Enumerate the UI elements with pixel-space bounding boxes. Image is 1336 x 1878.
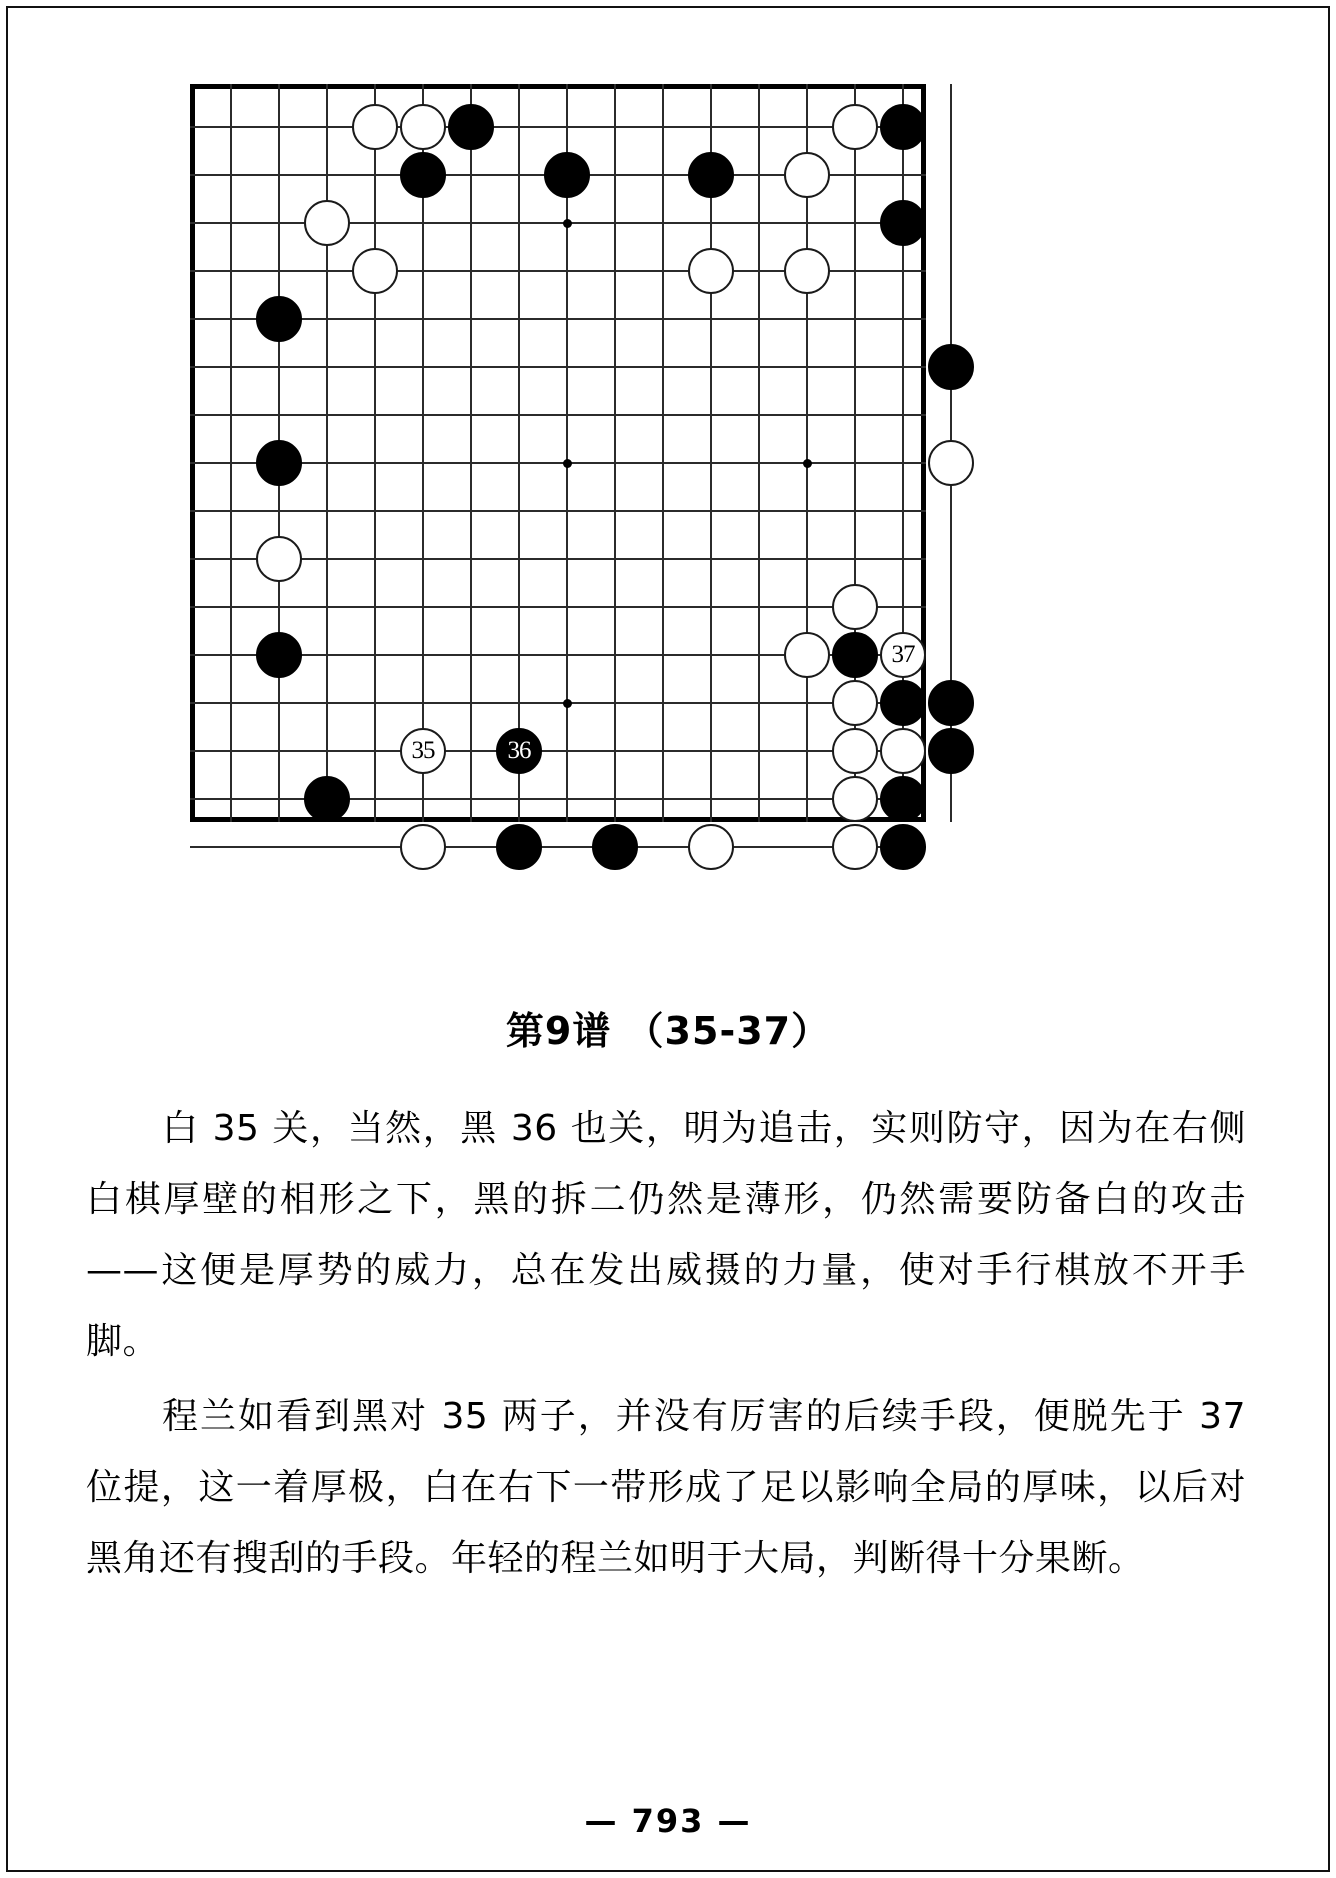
move-stone-35 — [400, 728, 446, 774]
diagram-caption: 第9谱 （35-37） — [505, 1009, 831, 1053]
stone-white — [688, 824, 734, 870]
go-board-diagram — [190, 84, 926, 822]
stone-white — [832, 104, 878, 150]
stone-black — [880, 680, 926, 726]
grid-line-vertical — [470, 84, 472, 822]
stone-black — [448, 104, 494, 150]
stone-black — [832, 632, 878, 678]
stone-black — [400, 152, 446, 198]
grid-line-horizontal — [190, 366, 926, 368]
grid-line-horizontal — [190, 510, 926, 512]
star-point — [563, 219, 572, 228]
grid-line-vertical — [758, 84, 760, 822]
stone-black — [880, 776, 926, 822]
go-board — [190, 84, 926, 822]
grid-line-vertical — [518, 84, 520, 822]
star-point — [563, 459, 572, 468]
move-number: 35 — [411, 736, 435, 764]
stone-white — [832, 680, 878, 726]
stone-white — [784, 248, 830, 294]
grid-line-horizontal — [190, 414, 926, 416]
move-stone-36 — [496, 728, 542, 774]
stone-white — [352, 104, 398, 150]
stone-black — [880, 104, 926, 150]
paragraph-1: 白 35 关，当然，黑 36 也关，明为追击，实则防守，因为在右侧白棋厚壁的相形之下，黑的拆二仍然是薄形，仍然需要防备白的攻击——这便是厚势的威力，总在发出威摄的力量，使对手行棋放不开手脚。 — [86, 1108, 1246, 1362]
grid-line-horizontal — [190, 702, 926, 704]
stone-black — [544, 152, 590, 198]
stone-white — [784, 152, 830, 198]
stone-white — [784, 632, 830, 678]
stone-white — [352, 248, 398, 294]
grid-line-vertical — [326, 84, 328, 822]
stone-black — [256, 632, 302, 678]
move-number: 37 — [891, 640, 915, 668]
stone-black — [304, 776, 350, 822]
stone-black — [592, 824, 638, 870]
move-number: 36 — [507, 736, 531, 764]
page-number: — 793 — — [584, 1802, 752, 1840]
stone-black — [880, 824, 926, 870]
stone-white — [400, 104, 446, 150]
stone-white — [832, 776, 878, 822]
grid-line-horizontal — [190, 606, 926, 608]
stone-white — [304, 200, 350, 246]
stone-white — [928, 440, 974, 486]
stone-black — [928, 680, 974, 726]
grid-line-vertical — [662, 84, 664, 822]
star-point — [803, 459, 812, 468]
stone-white — [688, 248, 734, 294]
grid-line-vertical — [230, 84, 232, 822]
stone-white — [832, 584, 878, 630]
grid-line-horizontal — [190, 798, 926, 800]
stone-white — [256, 536, 302, 582]
stone-white — [832, 728, 878, 774]
move-stone-37 — [880, 632, 926, 678]
body-text-block — [86, 1093, 1246, 1598]
stone-black — [880, 200, 926, 246]
grid-line-horizontal — [190, 222, 926, 224]
stone-white — [880, 728, 926, 774]
stone-black — [496, 824, 542, 870]
stone-black — [688, 152, 734, 198]
stone-white — [832, 824, 878, 870]
grid-line-horizontal — [190, 846, 926, 848]
grid-line-vertical — [614, 84, 616, 822]
grid-line-horizontal — [190, 126, 926, 128]
grid-line-horizontal — [190, 750, 926, 752]
stone-white — [400, 824, 446, 870]
paragraph-2: 程兰如看到黑对 35 两子，并没有厉害的后续手段，便脱先于 37 位提，这一着厚极，白在右下一带形成了足以影响全局的厚味，以后对黑角还有搜刮的手段。年轻的程兰如明于大局，判断得十分果断。 — [86, 1396, 1246, 1579]
stone-black — [928, 344, 974, 390]
grid-line-vertical — [374, 84, 376, 822]
stone-black — [256, 296, 302, 342]
star-point — [563, 699, 572, 708]
stone-black — [256, 440, 302, 486]
stone-black — [928, 728, 974, 774]
